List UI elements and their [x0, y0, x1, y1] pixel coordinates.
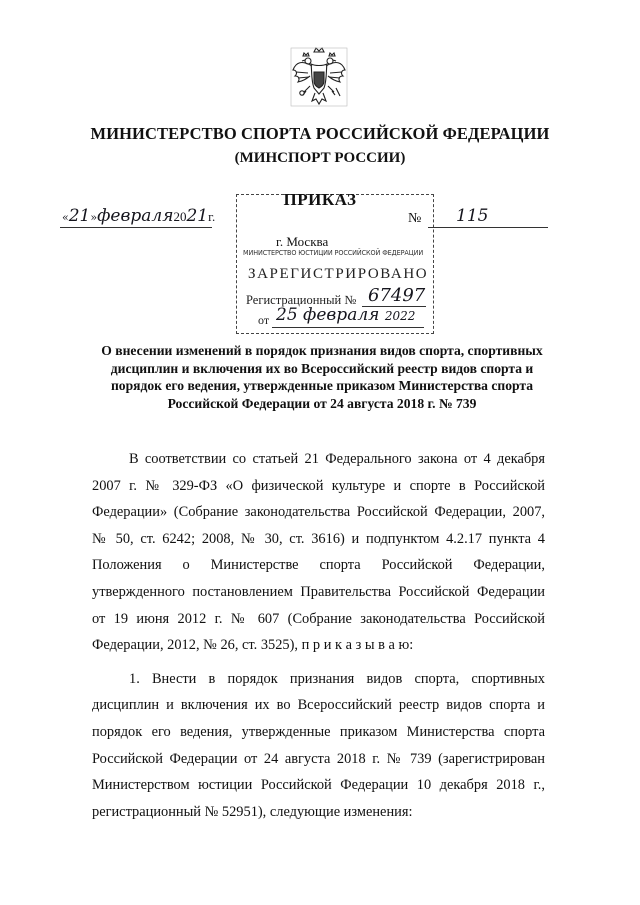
stamp-date	[276, 305, 415, 325]
order-date-suffix: г.	[208, 209, 216, 224]
stamp-date-year: 2022	[384, 309, 416, 323]
document-type: ПРИКАЗ	[283, 190, 357, 209]
stamp-registered: ЗАРЕГИСТРИРОВАНО	[248, 266, 429, 282]
stamp-date-underline	[272, 327, 424, 328]
paragraph-1-command: п р и к а з ы в а ю:	[301, 637, 414, 654]
document-title: О внесении изменений в порядок признания видов спорта, спортивных дисциплин и включения их во Всероссийский реестр видов спорта и порядок его ведения, утвержденные приказом Министерства спорта Российской Федерации от 24 августа 2018 г. № 739	[101, 343, 543, 411]
stamp-date-day: 25	[276, 305, 298, 325]
stamp-date-prefix: от	[258, 313, 270, 327]
order-date: «21»февраля2021г.	[62, 206, 216, 226]
stamp-ministry: МИНИСТЕРСТВО ЮСТИЦИИ РОССИЙСКОЙ ФЕДЕРАЦИИ	[243, 248, 424, 257]
paragraph-2: 1. Внести в порядок признания видов спорта, спортивных дисциплин и включения их во Всероссийский реестр видов спорта и порядок его ведения, утвержденные приказом Министерства спорта Российской Федерации от 24 августа 2018 г. № 739 (зарегистрирован Министерством юстиции Российской Федерации 10 декабря 2018 г., регистрационный № 52951), следующие изменения:	[92, 670, 545, 820]
date-underline	[60, 227, 212, 228]
paragraph-1	[92, 446, 545, 659]
stamp-date-month: февраля	[303, 305, 380, 325]
number-underline	[428, 227, 548, 228]
order-number: 115	[456, 206, 489, 226]
order-date-day: 21	[68, 206, 91, 226]
coat-of-arms-icon	[290, 46, 348, 108]
order-number-label: №	[408, 211, 422, 226]
stamp-reg-number: 67497	[368, 285, 426, 306]
order-date-month: февраля	[97, 206, 174, 226]
paragraph-1-text: В соответствии со статьей 21 Федерального закона от 4 декабря 2007 г. № 329-ФЗ «О физической культуре и спорте в Российской Федерации» (Собрание законодательства Российской Федерации, 2007, № 50, ст. 6242; 2008, № 30, ст. 3616) и подпунктом 4.2.17 пункта 4 Положения о Министерстве спорта Российской Федерации, утвержденного постановлением Правительства Российской Федерации от 19 июня 2012 г. № 607 (Собрание законодательства Российской Федерации, 2012, № 26, ст. 3525),	[92, 451, 545, 654]
order-date-year-suffix: 21	[186, 206, 209, 226]
ministry-short-name: (МИНСПОРТ РОССИИ)	[234, 150, 406, 166]
order-date-year-prefix: 20	[173, 209, 187, 224]
stamp-reg-number-label: Регистрационный №	[246, 293, 357, 307]
document-body	[92, 446, 545, 825]
order-city: г. Москва	[276, 234, 329, 249]
ministry-title: МИНИСТЕРСТВО СПОРТА РОССИЙСКОЙ ФЕДЕРАЦИИ	[90, 124, 550, 143]
